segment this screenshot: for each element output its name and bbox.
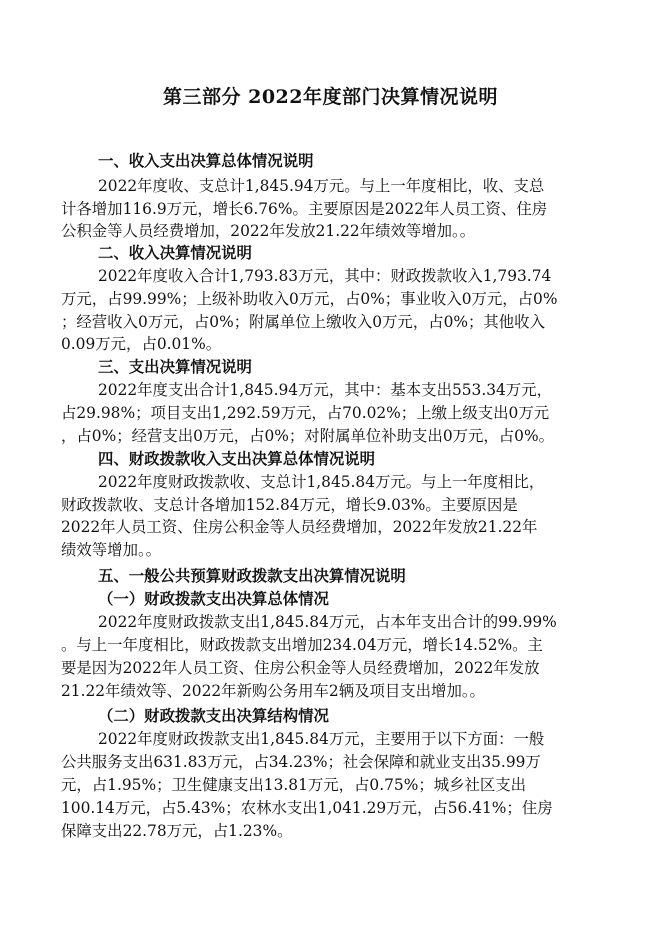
section-heading: 三、支出决算情况说明 <box>98 358 252 376</box>
paragraph-line: 绩效等增加。。 <box>61 541 162 559</box>
paragraph-line: 公积金等人员经费增加，2022年发放21.22年绩效等增加。。 <box>61 222 476 240</box>
paragraph-line: 保障支出22.78万元，占1.23%。 <box>61 822 293 840</box>
subsection-heading: （一）财政拨款支出决算总体情况 <box>98 590 329 608</box>
paragraph-line: 2022年度财政拨款支出1,845.84万元，占本年支出合计的99.99% <box>98 613 557 631</box>
paragraph-line: 占29.98%；项目支出1,292.59万元，占70.02%；上缴上级支出0万元 <box>61 404 550 422</box>
paragraph-line: 计各增加116.9万元，增长6.76%。主要原因是2022年人员工资、住房 <box>61 200 548 218</box>
section-heading: 五、一般公共预算财政拨款支出决算情况说明 <box>98 567 406 585</box>
section-heading: 二、收入决算情况说明 <box>98 244 252 262</box>
section-heading: 四、财政拨款收入支出决算总体情况说明 <box>98 450 376 468</box>
paragraph-line: 财政拨款收、支总计各增加152.84万元，增长9.03%。主要原因是 <box>61 496 518 514</box>
paragraph-line: 要是因为2022年人员工资、住房公积金等人员经费增加，2022年发放 <box>61 659 540 677</box>
page-title: 第三部分 2022年度部门决算情况说明 <box>163 86 498 108</box>
paragraph-line: 2022年度财政拨款支出1,845.84万元，主要用于以下方面：一般 <box>98 730 545 748</box>
paragraph-line: 元，占1.95%；卫生健康支出13.81万元，占0.75%；城乡社区支出 <box>61 776 527 794</box>
paragraph-line: 0.09万元，占0.01%。 <box>61 335 222 353</box>
paragraph-line: 2022年人员工资、住房公积金等人员经费增加，2022年发放21.22年 <box>61 518 538 536</box>
paragraph-line: 21.22年绩效等、2022年新购公务用车2辆及项目支出增加。。 <box>61 682 485 700</box>
paragraph-line: 公共服务支出631.83万元，占34.23%；社会保障和就业支出35.99万 <box>61 753 541 771</box>
paragraph-line: 2022年度财政拨款收、支总计1,845.84万元。与上一年度相比， <box>98 473 545 491</box>
paragraph-line: 万元，占99.99%；上级补助收入0万元，占0%；事业收入0万元，占0% <box>61 290 558 308</box>
paragraph-line: ；经营收入0万元，占0%；附属单位上缴收入0万元，占0%；其他收入 <box>61 313 545 331</box>
section-heading: 一、收入支出决算总体情况说明 <box>98 152 314 170</box>
paragraph-line: 2022年度收、支总计1,845.94万元。与上一年度相比，收、支总 <box>98 177 545 195</box>
paragraph-line: 2022年度支出合计1,845.94万元，其中：基本支出553.34万元， <box>98 381 552 399</box>
subsection-heading: （二）财政拨款支出决算结构情况 <box>98 707 329 725</box>
paragraph-line: 2022年度收入合计1,793.83万元，其中：财政拨款收入1,793.74 <box>98 267 552 285</box>
paragraph-line: 。与上一年度相比，财政拨款支出增加234.04万元，增长14.52%。主 <box>61 636 543 654</box>
paragraph-line: ，占0%；经营支出0万元，占0%；对附属单位补助支出0万元，占0%。 <box>61 427 554 445</box>
paragraph-line: 100.14万元，占5.43%；农林水支出1,041.29万元，占56.41%；住房 <box>61 799 553 817</box>
